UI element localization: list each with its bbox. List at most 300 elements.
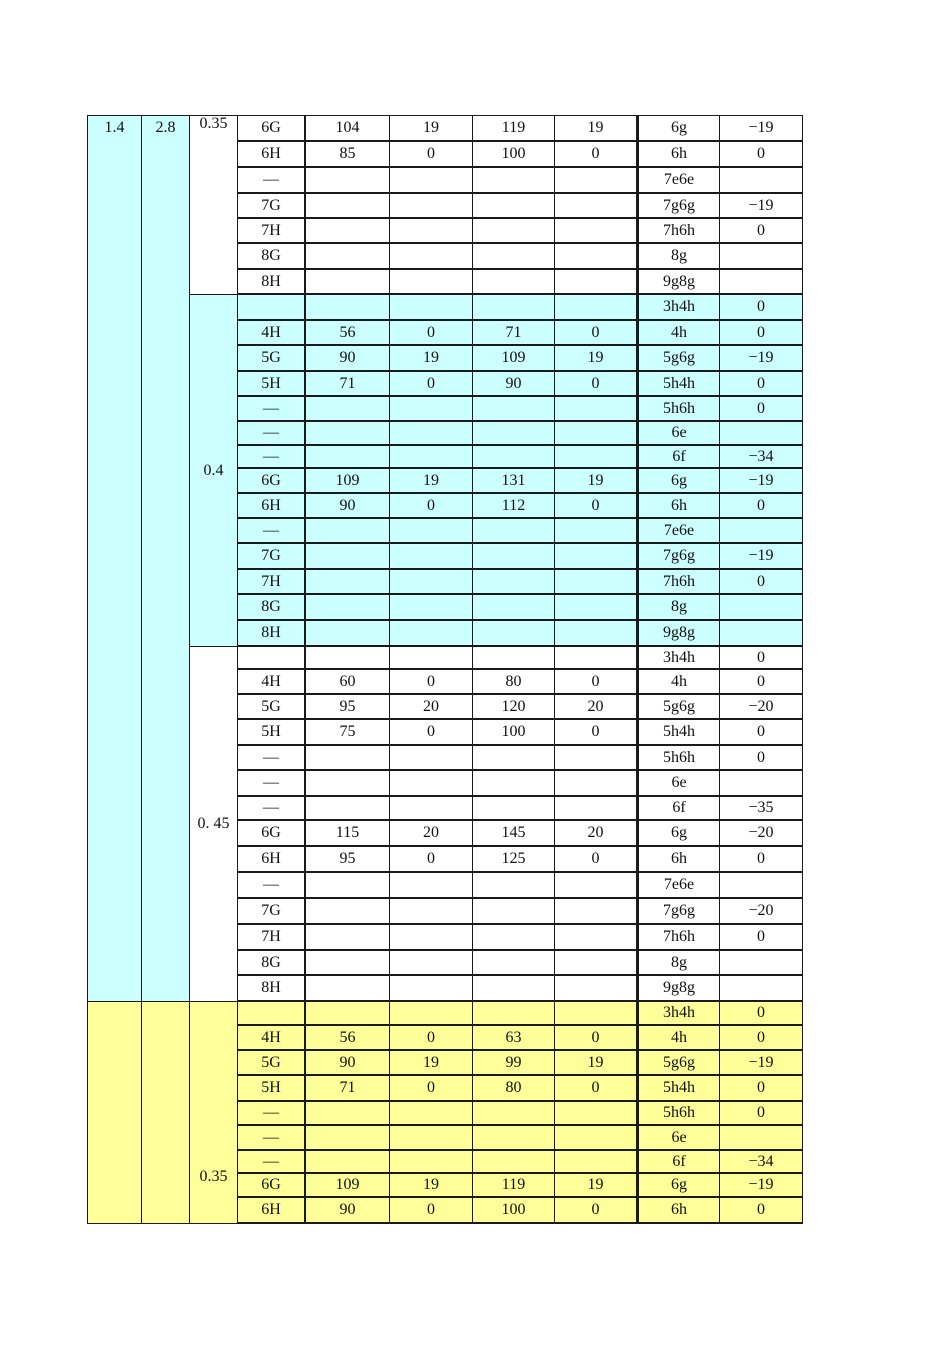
cell-g3-r6-c4: [554, 1150, 638, 1174]
cell-g1-r10-c6: −19: [719, 543, 803, 570]
cell-g1-r2-c6: −19: [719, 345, 803, 372]
cell-g0-r6-c1: [305, 269, 390, 295]
cell-g2-r7-c0: 6G: [237, 820, 306, 847]
cell-g2-r8-c0: 6H: [237, 846, 306, 873]
cell-g1-r5-c6: [719, 421, 803, 446]
cell-g2-r12-c0: 8G: [237, 950, 306, 976]
cell-g1-r5-c0: —: [237, 421, 306, 446]
cell-g2-r4-c5: 5h6h: [637, 745, 720, 771]
cell-g2-r11-c3: [472, 924, 555, 951]
cell-g1-r10-c1: [305, 543, 390, 570]
cell-g1-r11-c4: [554, 569, 638, 595]
cell-g2-r0-c1: [305, 646, 390, 670]
cell-g2-r1-c4: 0: [554, 669, 638, 695]
cell-g1-r3-c1: 71: [305, 371, 390, 397]
cell-g1-r5-c5: 6e: [637, 421, 720, 446]
cell-g1-r3-c3: 90: [472, 371, 555, 397]
cell-g1-r2-c3: 109: [472, 345, 555, 372]
cell-g0-r0-c2: 19: [389, 115, 473, 142]
cell-g1-r8-c2: 0: [389, 493, 473, 519]
cell-g0-r5-c0: 8G: [237, 243, 306, 270]
cell-g2-r10-c1: [305, 898, 390, 925]
cell-g2-r6-c6: −35: [719, 796, 803, 821]
cell-g2-r6-c4: [554, 796, 638, 821]
cell-g3-r2-c1: 90: [305, 1050, 390, 1076]
cell-g2-r1-c1: 60: [305, 669, 390, 695]
cell-g2-r11-c1: [305, 924, 390, 951]
cell-g3-r3-c2: 0: [389, 1075, 473, 1102]
cell-g2-r0-c5: 3h4h: [637, 646, 720, 670]
cell-g3-r7-c5: 6g: [637, 1173, 720, 1198]
cell-g0-r0-c4: 19: [554, 115, 638, 142]
cell-g1-r9-c1: [305, 518, 390, 544]
cell-g1-r0-c4: [554, 294, 638, 321]
cell-g2-r3-c1: 75: [305, 719, 390, 746]
cell-g1-r7-c3: 131: [472, 468, 555, 494]
cell-g3-r3-c6: 0: [719, 1075, 803, 1102]
cell-g0-r2-c2: [389, 167, 473, 194]
cell-g2-r9-c4: [554, 872, 638, 899]
cell-g3-r8-c2: 0: [389, 1197, 473, 1224]
cell-g1-r6-c1: [305, 445, 390, 469]
cell-g2-r1-c5: 4h: [637, 669, 720, 695]
cell-g2-r10-c0: 7G: [237, 898, 306, 925]
cell-g1-r12-c4: [554, 594, 638, 621]
cell-g3-r3-c0: 5H: [237, 1075, 306, 1102]
cell-g1-r0-c6: 0: [719, 294, 803, 321]
cell-g1-r9-c0: —: [237, 518, 306, 544]
cell-g2-r0-c0: [237, 646, 306, 670]
cell-g0-r4-c2: [389, 218, 473, 244]
cell-g2-r11-c2: [389, 924, 473, 951]
cell-g3-r2-c5: 5g6g: [637, 1050, 720, 1076]
cell-g1-r1-c1: 56: [305, 320, 390, 346]
cell-g2-r13-c5: 9g8g: [637, 975, 720, 1002]
cell-g1-r2-c5: 5g6g: [637, 345, 720, 372]
cell-g0-r5-c5: 8g: [637, 243, 720, 270]
cell-g3-r0-c0: [237, 1001, 306, 1026]
cell-g1-r12-c5: 8g: [637, 594, 720, 621]
cell-g0-r6-c2: [389, 269, 473, 295]
cell-g2-r2-c1: 95: [305, 694, 390, 720]
cell-g0-r4-c0: 7H: [237, 218, 306, 244]
cell-g0-r1-c5: 6h: [637, 141, 720, 168]
cell-g1-r3-c4: 0: [554, 371, 638, 397]
cell-g2-r4-c2: [389, 745, 473, 771]
cell-g3-r5-c0: —: [237, 1125, 306, 1151]
cell-g1-r13-c5: 9g8g: [637, 620, 720, 647]
cell-g3-r1-c6: 0: [719, 1025, 803, 1051]
cell-g2-r13-c3: [472, 975, 555, 1002]
cell-g0-r5-c2: [389, 243, 473, 270]
cell-g1-r7-c4: 19: [554, 468, 638, 494]
cell-g1-r4-c4: [554, 396, 638, 422]
cell-g3-r6-c3: [472, 1150, 555, 1174]
cell-g0-r2-c0: —: [237, 167, 306, 194]
cell-g2-r2-c5: 5g6g: [637, 694, 720, 720]
cell-g1-r12-c2: [389, 594, 473, 621]
cell-g1-r5-c1: [305, 421, 390, 446]
cell-g2-r5-c6: [719, 770, 803, 797]
cell-g3-r7-c3: 119: [472, 1173, 555, 1198]
cell-g3-r3-c4: 0: [554, 1075, 638, 1102]
cell-g1-r9-c5: 7e6e: [637, 518, 720, 544]
cell-g0-r0-c5: 6g: [637, 115, 720, 142]
cell-g2-r1-c0: 4H: [237, 669, 306, 695]
cell-g1-r13-c2: [389, 620, 473, 647]
cell-g1-r1-c6: 0: [719, 320, 803, 346]
cell-g2-r4-c1: [305, 745, 390, 771]
cell-g3-r1-c2: 0: [389, 1025, 473, 1051]
cell-g2-r5-c0: —: [237, 770, 306, 797]
cell-g2-r12-c5: 8g: [637, 950, 720, 976]
cell-g2-r7-c6: −20: [719, 820, 803, 847]
cell-g2-r13-c6: [719, 975, 803, 1002]
cell-g3-r1-c4: 0: [554, 1025, 638, 1051]
cell-g1-r5-c2: [389, 421, 473, 446]
cell-g2-r4-c0: —: [237, 745, 306, 771]
cell-g2-r1-c2: 0: [389, 669, 473, 695]
cell-g1-r11-c1: [305, 569, 390, 595]
cell-g1-r0-c0: [237, 294, 306, 321]
cell-g1-r11-c3: [472, 569, 555, 595]
cell-g1-r2-c4: 19: [554, 345, 638, 372]
cell-g2-r10-c2: [389, 898, 473, 925]
cell-g3-r0-c2: [389, 1001, 473, 1026]
cell-g1-r10-c3: [472, 543, 555, 570]
cell-g3-r1-c1: 56: [305, 1025, 390, 1051]
cell-g1-r9-c3: [472, 518, 555, 544]
cell-g1-r6-c4: [554, 445, 638, 469]
cell-g2-r0-c6: 0: [719, 646, 803, 670]
cell-g2-r5-c3: [472, 770, 555, 797]
cell-g2-r9-c3: [472, 872, 555, 899]
cell-g2-r3-c0: 5H: [237, 719, 306, 746]
cell-g1-r11-c6: 0: [719, 569, 803, 595]
cell-g0-r1-c6: 0: [719, 141, 803, 168]
cell-g2-r8-c3: 125: [472, 846, 555, 873]
cell-g1-r9-c6: [719, 518, 803, 544]
cell-g2-r6-c0: —: [237, 796, 306, 821]
cell-g1-r12-c6: [719, 594, 803, 621]
cell-g0-r1-c3: 100: [472, 141, 555, 168]
cell-g1-r10-c0: 7G: [237, 543, 306, 570]
cell-g1-r0-c5: 3h4h: [637, 294, 720, 321]
cell-g2-r0-c4: [554, 646, 638, 670]
cell-g2-r2-c3: 120: [472, 694, 555, 720]
cell-g0-r3-c3: [472, 193, 555, 219]
cell-g1-r0-c3: [472, 294, 555, 321]
cell-g2-r3-c6: 0: [719, 719, 803, 746]
cell-g2-r3-c5: 5h4h: [637, 719, 720, 746]
cell-g2-r1-c3: 80: [472, 669, 555, 695]
cell-g1-r2-c1: 90: [305, 345, 390, 372]
cell-g2-r10-c6: −20: [719, 898, 803, 925]
cell-g3-r6-c1: [305, 1150, 390, 1174]
cell-g2-r10-c3: [472, 898, 555, 925]
cell-g3-r7-c4: 19: [554, 1173, 638, 1198]
cell-g1-r9-c2: [389, 518, 473, 544]
cell-g3-r6-c0: —: [237, 1150, 306, 1174]
cell-g0-r2-c1: [305, 167, 390, 194]
cell-g1-r2-c0: 5G: [237, 345, 306, 372]
cell-g3-r4-c2: [389, 1101, 473, 1126]
cell-g1-r13-c6: [719, 620, 803, 647]
cell-g1-r11-c5: 7h6h: [637, 569, 720, 595]
cell-g2-r11-c0: 7H: [237, 924, 306, 951]
cell-g1-r7-c2: 19: [389, 468, 473, 494]
cell-g0-r4-c5: 7h6h: [637, 218, 720, 244]
cell-g2-r6-c3: [472, 796, 555, 821]
cell-g0-r4-c4: [554, 218, 638, 244]
cell-g3-r3-c1: 71: [305, 1075, 390, 1102]
cell-g0-r1-c0: 6H: [237, 141, 306, 168]
cell-g1-r10-c5: 7g6g: [637, 543, 720, 570]
cell-g0-r6-c5: 9g8g: [637, 269, 720, 295]
cell-g1-r1-c3: 71: [472, 320, 555, 346]
cell-g1-r0-c2: [389, 294, 473, 321]
cell-g1-r13-c4: [554, 620, 638, 647]
cell-g3-r4-c4: [554, 1101, 638, 1126]
cell-g0-r6-c3: [472, 269, 555, 295]
cell-g2-r13-c2: [389, 975, 473, 1002]
cell-g2-r5-c4: [554, 770, 638, 797]
cell-g0-r4-c6: 0: [719, 218, 803, 244]
pitch-cell-3: 0.35: [189, 1001, 238, 1224]
cell-g1-r7-c0: 6G: [237, 468, 306, 494]
cell-g1-r12-c1: [305, 594, 390, 621]
cell-g2-r10-c5: 7g6g: [637, 898, 720, 925]
cell-g0-r0-c6: −19: [719, 115, 803, 142]
cell-g1-r6-c6: −34: [719, 445, 803, 469]
cell-g1-r6-c3: [472, 445, 555, 469]
cell-g1-r3-c5: 5h4h: [637, 371, 720, 397]
cell-g2-r9-c6: [719, 872, 803, 899]
cell-g1-r1-c4: 0: [554, 320, 638, 346]
cell-g0-r3-c0: 7G: [237, 193, 306, 219]
cell-g3-r4-c3: [472, 1101, 555, 1126]
cell-g2-r7-c5: 6g: [637, 820, 720, 847]
cell-g1-r13-c0: 8H: [237, 620, 306, 647]
cell-g2-r3-c2: 0: [389, 719, 473, 746]
cell-g1-r2-c2: 19: [389, 345, 473, 372]
cell-g3-r6-c5: 6f: [637, 1150, 720, 1174]
cell-g3-r0-c5: 3h4h: [637, 1001, 720, 1026]
cell-g3-r8-c6: 0: [719, 1197, 803, 1224]
cell-g0-r5-c3: [472, 243, 555, 270]
cell-g0-r2-c5: 7e6e: [637, 167, 720, 194]
cell-g2-r5-c1: [305, 770, 390, 797]
cell-g0-r2-c4: [554, 167, 638, 194]
band-0-col2: 2.8: [141, 115, 190, 1002]
cell-g3-r0-c6: 0: [719, 1001, 803, 1026]
cell-g3-r8-c5: 6h: [637, 1197, 720, 1224]
cell-g0-r5-c6: [719, 243, 803, 270]
cell-g3-r2-c0: 5G: [237, 1050, 306, 1076]
cell-g3-r5-c5: 6e: [637, 1125, 720, 1151]
cell-g2-r7-c2: 20: [389, 820, 473, 847]
cell-g2-r4-c6: 0: [719, 745, 803, 771]
cell-g0-r3-c1: [305, 193, 390, 219]
cell-g1-r1-c0: 4H: [237, 320, 306, 346]
band-1-col2: [141, 1001, 190, 1224]
cell-g3-r3-c5: 5h4h: [637, 1075, 720, 1102]
cell-g1-r12-c3: [472, 594, 555, 621]
cell-g0-r0-c3: 119: [472, 115, 555, 142]
cell-g3-r5-c3: [472, 1125, 555, 1151]
cell-g3-r0-c4: [554, 1001, 638, 1026]
cell-g0-r1-c4: 0: [554, 141, 638, 168]
cell-g1-r8-c0: 6H: [237, 493, 306, 519]
cell-g1-r0-c1: [305, 294, 390, 321]
cell-g2-r9-c0: —: [237, 872, 306, 899]
cell-g1-r8-c5: 6h: [637, 493, 720, 519]
cell-g2-r7-c1: 115: [305, 820, 390, 847]
cell-g1-r13-c1: [305, 620, 390, 647]
cell-g1-r13-c3: [472, 620, 555, 647]
cell-g3-r4-c5: 5h6h: [637, 1101, 720, 1126]
pitch-cell-1: 0.4: [189, 294, 238, 647]
cell-g3-r1-c0: 4H: [237, 1025, 306, 1051]
cell-g0-r3-c6: −19: [719, 193, 803, 219]
cell-g0-r1-c1: 85: [305, 141, 390, 168]
cell-g2-r13-c4: [554, 975, 638, 1002]
cell-g2-r2-c2: 20: [389, 694, 473, 720]
cell-g2-r12-c2: [389, 950, 473, 976]
cell-g3-r5-c6: [719, 1125, 803, 1151]
cell-g0-r3-c4: [554, 193, 638, 219]
cell-g2-r8-c5: 6h: [637, 846, 720, 873]
cell-g3-r8-c0: 6H: [237, 1197, 306, 1224]
cell-g3-r4-c1: [305, 1101, 390, 1126]
cell-g1-r6-c5: 6f: [637, 445, 720, 469]
cell-g1-r12-c0: 8G: [237, 594, 306, 621]
cell-g2-r12-c3: [472, 950, 555, 976]
cell-g3-r8-c1: 90: [305, 1197, 390, 1224]
cell-g1-r4-c0: —: [237, 396, 306, 422]
cell-g3-r5-c1: [305, 1125, 390, 1151]
cell-g1-r1-c5: 4h: [637, 320, 720, 346]
cell-g3-r5-c2: [389, 1125, 473, 1151]
cell-g2-r5-c5: 6e: [637, 770, 720, 797]
pitch-cell-0: 0.35: [189, 115, 238, 295]
cell-g1-r6-c2: [389, 445, 473, 469]
cell-g1-r3-c6: 0: [719, 371, 803, 397]
cell-g2-r8-c4: 0: [554, 846, 638, 873]
cell-g0-r6-c6: [719, 269, 803, 295]
cell-g2-r0-c3: [472, 646, 555, 670]
cell-g1-r6-c0: —: [237, 445, 306, 469]
pitch-cell-2: 0. 45: [189, 646, 238, 1002]
cell-g3-r6-c2: [389, 1150, 473, 1174]
cell-g1-r8-c4: 0: [554, 493, 638, 519]
cell-g1-r3-c2: 0: [389, 371, 473, 397]
band-1-col1: [87, 1001, 142, 1224]
cell-g1-r11-c2: [389, 569, 473, 595]
cell-g3-r0-c3: [472, 1001, 555, 1026]
cell-g3-r2-c4: 19: [554, 1050, 638, 1076]
cell-g1-r5-c4: [554, 421, 638, 446]
cell-g0-r4-c1: [305, 218, 390, 244]
cell-g2-r12-c6: [719, 950, 803, 976]
cell-g1-r4-c2: [389, 396, 473, 422]
cell-g3-r1-c3: 63: [472, 1025, 555, 1051]
cell-g1-r11-c0: 7H: [237, 569, 306, 595]
cell-g1-r1-c2: 0: [389, 320, 473, 346]
cell-g2-r2-c4: 20: [554, 694, 638, 720]
cell-g2-r3-c4: 0: [554, 719, 638, 746]
cell-g1-r8-c6: 0: [719, 493, 803, 519]
cell-g1-r7-c1: 109: [305, 468, 390, 494]
cell-g3-r3-c3: 80: [472, 1075, 555, 1102]
cell-g0-r4-c3: [472, 218, 555, 244]
cell-g3-r8-c3: 100: [472, 1197, 555, 1224]
band-0-col1: 1.4: [87, 115, 142, 1002]
cell-g1-r8-c1: 90: [305, 493, 390, 519]
cell-g0-r0-c0: 6G: [237, 115, 306, 142]
cell-g2-r11-c4: [554, 924, 638, 951]
cell-g1-r7-c5: 6g: [637, 468, 720, 494]
cell-g3-r6-c6: −34: [719, 1150, 803, 1174]
cell-g2-r11-c6: 0: [719, 924, 803, 951]
cell-g2-r2-c0: 5G: [237, 694, 306, 720]
cell-g1-r10-c4: [554, 543, 638, 570]
cell-g2-r7-c3: 145: [472, 820, 555, 847]
cell-g3-r7-c6: −19: [719, 1173, 803, 1198]
cell-g2-r12-c4: [554, 950, 638, 976]
cell-g2-r6-c5: 6f: [637, 796, 720, 821]
cell-g3-r5-c4: [554, 1125, 638, 1151]
cell-g0-r0-c1: 104: [305, 115, 390, 142]
cell-g3-r1-c5: 4h: [637, 1025, 720, 1051]
cell-g1-r4-c6: 0: [719, 396, 803, 422]
cell-g3-r4-c0: —: [237, 1101, 306, 1126]
cell-g2-r8-c2: 0: [389, 846, 473, 873]
cell-g2-r1-c6: 0: [719, 669, 803, 695]
cell-g0-r1-c2: 0: [389, 141, 473, 168]
cell-g0-r2-c3: [472, 167, 555, 194]
cell-g2-r12-c1: [305, 950, 390, 976]
cell-g2-r6-c1: [305, 796, 390, 821]
cell-g0-r2-c6: [719, 167, 803, 194]
cell-g3-r4-c6: 0: [719, 1101, 803, 1126]
cell-g3-r0-c1: [305, 1001, 390, 1026]
cell-g1-r4-c5: 5h6h: [637, 396, 720, 422]
cell-g2-r13-c0: 8H: [237, 975, 306, 1002]
cell-g1-r9-c4: [554, 518, 638, 544]
cell-g2-r8-c6: 0: [719, 846, 803, 873]
cell-g1-r8-c3: 112: [472, 493, 555, 519]
cell-g3-r2-c2: 19: [389, 1050, 473, 1076]
cell-g2-r9-c1: [305, 872, 390, 899]
cell-g0-r5-c1: [305, 243, 390, 270]
cell-g0-r3-c2: [389, 193, 473, 219]
cell-g3-r8-c4: 0: [554, 1197, 638, 1224]
cell-g0-r3-c5: 7g6g: [637, 193, 720, 219]
cell-g1-r10-c2: [389, 543, 473, 570]
cell-g2-r6-c2: [389, 796, 473, 821]
cell-g2-r11-c5: 7h6h: [637, 924, 720, 951]
cell-g2-r9-c2: [389, 872, 473, 899]
cell-g2-r2-c6: −20: [719, 694, 803, 720]
cell-g2-r9-c5: 7e6e: [637, 872, 720, 899]
cell-g0-r5-c4: [554, 243, 638, 270]
cell-g3-r7-c2: 19: [389, 1173, 473, 1198]
cell-g2-r4-c4: [554, 745, 638, 771]
cell-g0-r6-c4: [554, 269, 638, 295]
cell-g1-r7-c6: −19: [719, 468, 803, 494]
cell-g1-r4-c3: [472, 396, 555, 422]
